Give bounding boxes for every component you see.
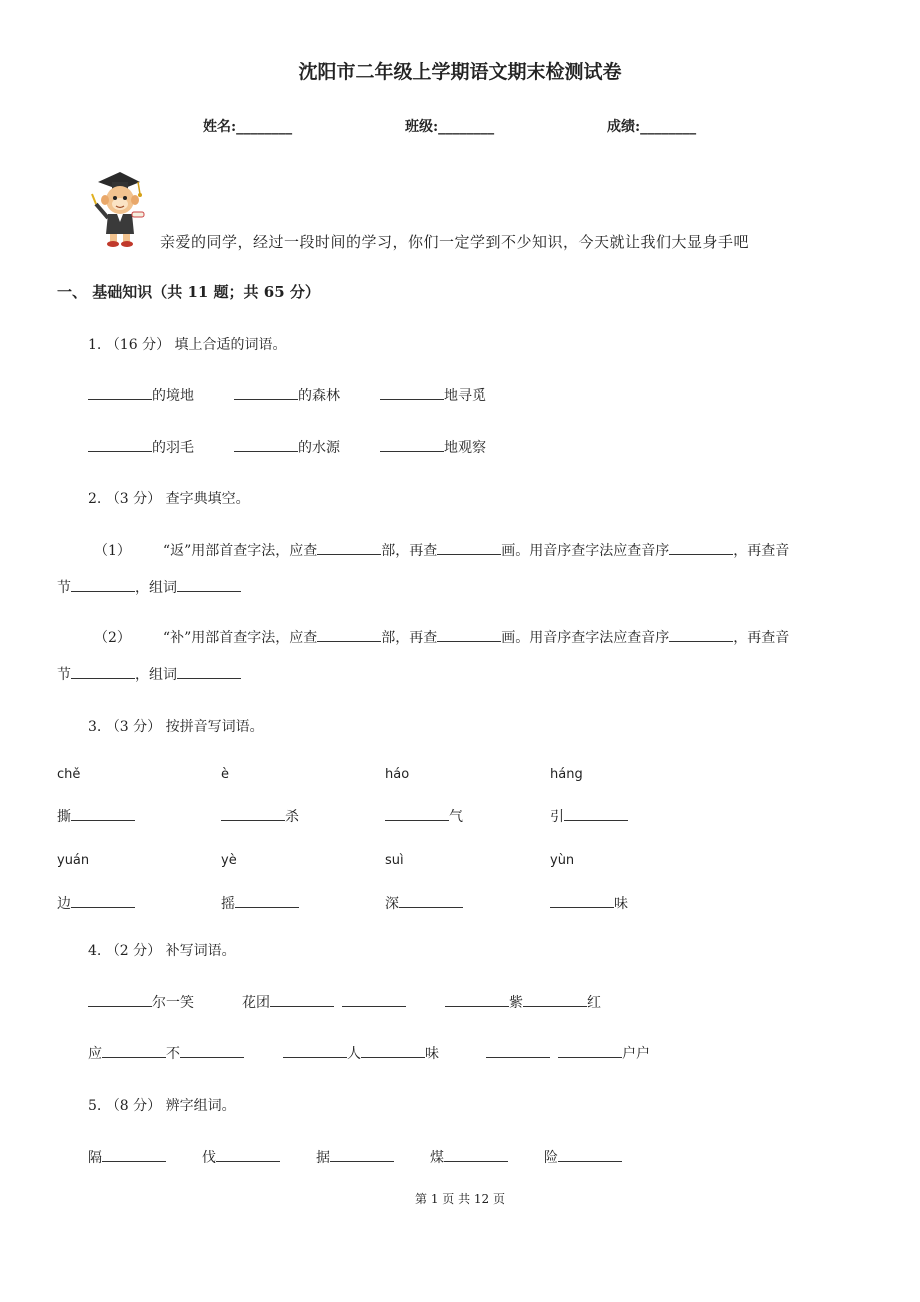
pinyin-label: chě	[57, 767, 81, 782]
question-score: （3 分）	[105, 491, 162, 507]
blank[interactable]	[180, 1043, 244, 1058]
idiom-item[interactable]: 花团	[242, 992, 406, 1012]
blank[interactable]	[88, 992, 152, 1007]
blank[interactable]	[445, 992, 509, 1007]
question-2-part-2-line-2: 节 ，组词	[57, 664, 241, 684]
pinyin-label: yuán	[57, 853, 90, 868]
blank[interactable]	[317, 627, 381, 642]
question-3-heading	[88, 716, 264, 736]
question-number: 2.	[88, 491, 102, 507]
answer-item[interactable]: 地寻觅	[380, 385, 486, 405]
pinyin-label: háo	[385, 767, 410, 782]
idiom-item[interactable]: 紫 红	[445, 992, 601, 1012]
name-field: 姓名:________	[203, 119, 293, 135]
blank[interactable]	[523, 992, 587, 1007]
question-4-heading	[88, 940, 236, 960]
blank[interactable]	[669, 540, 733, 555]
blank[interactable]	[216, 1147, 280, 1162]
question-score: （16 分）	[105, 337, 171, 353]
blank[interactable]	[380, 437, 444, 452]
blank[interactable]	[399, 893, 463, 908]
section-heading: 一、 基础知识（共 11 题；共 65 分）	[57, 283, 320, 301]
pinyin-label: yè	[221, 853, 237, 868]
pinyin-label: yùn	[550, 853, 575, 868]
graduate-mascot-illustration	[88, 168, 150, 248]
blank[interactable]	[558, 1147, 622, 1162]
question-prompt: 查字典填空。	[165, 491, 250, 507]
blank[interactable]	[437, 540, 501, 555]
question-2-part-2-line-1: （2） “补”用部首查字法，应查 部，再查 画。用音序查字法应查音序 ，再查音	[94, 627, 789, 647]
question-prompt: 填上合适的词语。	[174, 337, 287, 353]
blank[interactable]	[177, 664, 241, 679]
pinyin-answer[interactable]: 撕	[57, 806, 135, 826]
blank[interactable]	[234, 437, 298, 452]
question-number: 5.	[88, 1098, 102, 1114]
pinyin-label: è	[221, 767, 229, 782]
blank[interactable]	[71, 664, 135, 679]
question-score: （2 分）	[105, 943, 162, 959]
blank[interactable]	[550, 893, 614, 908]
blank[interactable]	[270, 992, 334, 1007]
pinyin-label: suì	[385, 853, 404, 868]
blank[interactable]	[317, 540, 381, 555]
pinyin-label: háng	[550, 767, 583, 782]
blank[interactable]	[88, 437, 152, 452]
page-footer: 第 1 页 共 12 页	[415, 1192, 505, 1206]
idiom-item[interactable]: 户户	[486, 1043, 650, 1063]
blank[interactable]	[283, 1043, 347, 1058]
question-prompt: 辨字组词。	[165, 1098, 236, 1114]
question-prompt: 补写词语。	[165, 943, 236, 959]
idiom-item[interactable]: 人 味	[283, 1043, 439, 1063]
answer-item[interactable]: 地观察	[380, 437, 486, 457]
blank[interactable]	[71, 577, 135, 592]
blank[interactable]	[71, 806, 135, 821]
blank[interactable]	[361, 1043, 425, 1058]
question-score: （8 分）	[105, 1098, 162, 1114]
question-number: 4.	[88, 943, 102, 959]
word-pair-item[interactable]: 伐	[202, 1147, 280, 1167]
blank[interactable]	[669, 627, 733, 642]
class-field: 班级:________	[405, 119, 495, 135]
question-5-heading	[88, 1095, 236, 1115]
pinyin-answer[interactable]: 摇	[221, 893, 299, 913]
pinyin-answer[interactable]: 气	[385, 806, 463, 826]
question-2-part-1-line-2: 节 ，组词	[57, 577, 241, 597]
blank[interactable]	[235, 893, 299, 908]
greeting-text: 亲爱的同学，经过一段时间的学习，你们一定学到不少知识，今天就让我们大显身手吧	[160, 233, 750, 251]
question-2-heading	[88, 488, 250, 508]
pinyin-answer[interactable]: 味	[550, 893, 628, 913]
blank[interactable]	[234, 385, 298, 400]
pinyin-answer[interactable]: 边	[57, 893, 135, 913]
blank[interactable]	[88, 385, 152, 400]
blank[interactable]	[221, 806, 285, 821]
question-number: 1.	[88, 337, 102, 353]
blank[interactable]	[564, 806, 628, 821]
blank[interactable]	[558, 1043, 622, 1058]
blank[interactable]	[342, 992, 406, 1007]
blank[interactable]	[380, 385, 444, 400]
page-title: 沈阳市二年级上学期语文期末检测试卷	[298, 61, 622, 83]
answer-item[interactable]: 的羽毛	[88, 437, 194, 457]
question-score: （3 分）	[105, 719, 162, 735]
word-pair-item[interactable]: 险	[544, 1147, 622, 1167]
answer-item[interactable]: 的水源	[234, 437, 340, 457]
blank[interactable]	[102, 1147, 166, 1162]
blank[interactable]	[486, 1043, 550, 1058]
blank[interactable]	[385, 806, 449, 821]
question-prompt: 按拼音写词语。	[165, 719, 264, 735]
pinyin-answer[interactable]: 引	[550, 806, 628, 826]
idiom-item[interactable]: 尔一笑	[88, 992, 194, 1012]
pinyin-answer[interactable]: 杀	[221, 806, 299, 826]
question-2-part-1-line-1: （1） “返”用部首查字法，应查 部，再查 画。用音序查字法应查音序 ，再查音	[94, 540, 789, 560]
pinyin-answer[interactable]: 深	[385, 893, 463, 913]
question-1-heading	[88, 334, 287, 354]
blank[interactable]	[71, 893, 135, 908]
answer-item[interactable]: 的境地	[88, 385, 194, 405]
question-number: 3.	[88, 719, 102, 735]
blank[interactable]	[177, 577, 241, 592]
answer-item[interactable]: 的森林	[234, 385, 340, 405]
blank[interactable]	[444, 1147, 508, 1162]
word-pair-item[interactable]: 隔	[88, 1147, 166, 1167]
word-pair-item[interactable]: 据	[316, 1147, 394, 1167]
blank[interactable]	[330, 1147, 394, 1162]
blank[interactable]	[437, 627, 501, 642]
score-field: 成绩:________	[607, 119, 697, 135]
word-pair-item[interactable]: 煤	[430, 1147, 508, 1167]
idiom-item[interactable]: 应 不	[88, 1043, 244, 1063]
blank[interactable]	[102, 1043, 166, 1058]
